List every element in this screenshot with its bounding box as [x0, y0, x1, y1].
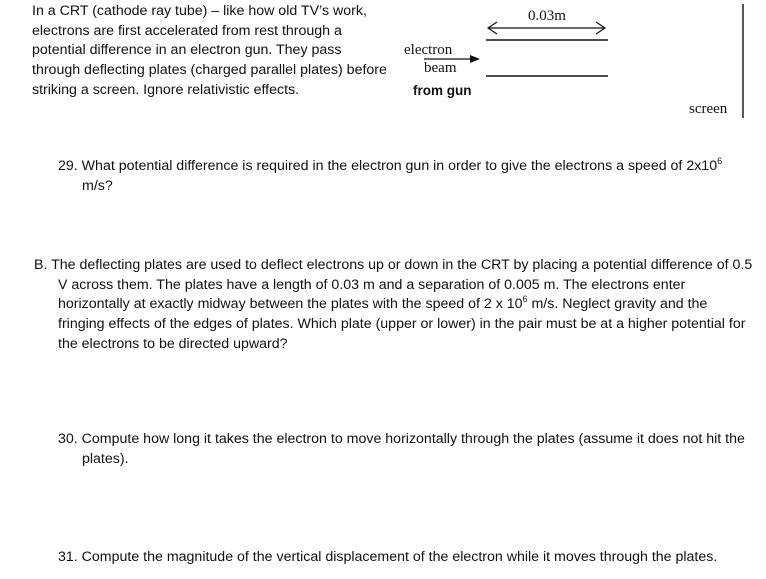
part-b-exponent: 6	[522, 294, 528, 305]
intro-paragraph	[32, 2, 392, 101]
part-b-suffix: m/s. Neglect gravity and the fringing effects of the edges of plates. Which plate (upper or lower) in the pair must be at a higher potential for the electrons to be directed upward?	[58, 296, 746, 352]
question-31	[58, 548, 758, 568]
source-label: from gun	[413, 83, 472, 98]
q29-text: 29. What potential difference is required in the electron gun in order to give the electrons a speed of 2x10	[58, 158, 718, 174]
question-29	[58, 157, 748, 196]
plate-length-label: 0.03m	[528, 8, 566, 24]
part-b-text: B. The deflecting plates are used to deflect electrons up or down in the CRT by placing a potential difference of 0.5 V across them. The plates have a length of 0.03 m and a separation of 0.005 m. The electrons enter horizontally at exactly midway between the plates with the speed of 2 x 10	[34, 257, 753, 313]
q30-text: 30. Compute how long it takes the electron to move horizontally through the plates (assume it does not hit the plates).	[58, 431, 745, 467]
intro-text: In a CRT (cathode ray tube) – like how old TV’s work, electrons are first accelerated from rest through a potential difference in an electron gun. They pass through deflecting plates (charged parallel plates) before striking a screen. Ignore relativistic effects.	[32, 3, 387, 98]
part-b	[34, 256, 754, 355]
q29-suffix: m/s?	[82, 177, 113, 194]
q29-exponent: 6	[717, 156, 723, 166]
beam-label-line2: beam	[424, 60, 457, 76]
screen-label: screen	[689, 101, 728, 117]
question-30	[58, 430, 758, 469]
crt-diagram	[400, 0, 766, 130]
beam-label-line1: electron	[404, 42, 453, 58]
q31-text: 31. Compute the magnitude of the vertical displacement of the electron while it moves through the plates.	[58, 549, 718, 565]
crt-diagram-drawing	[400, 0, 766, 130]
